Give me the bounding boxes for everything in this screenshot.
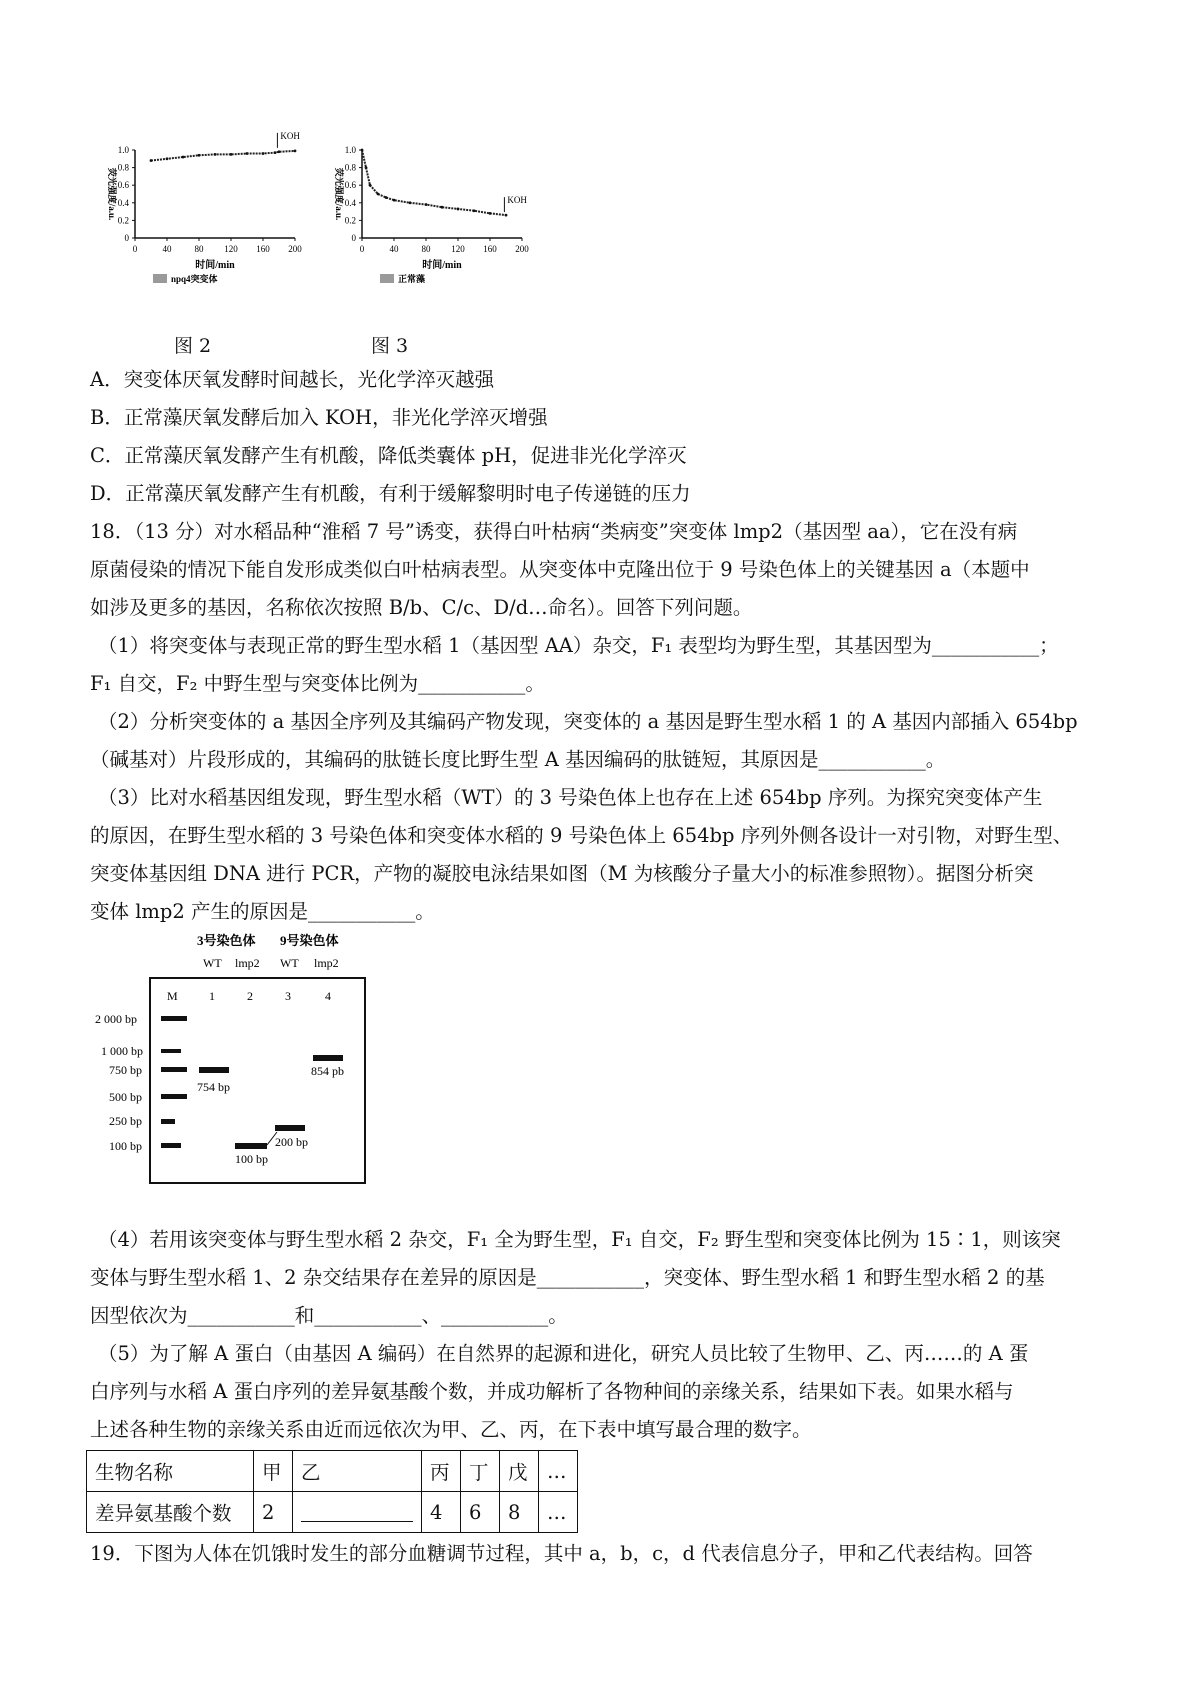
data-point xyxy=(182,156,185,159)
gel-figure xyxy=(95,925,405,1200)
q18-part5-c: 上述各种生物的亲缘关系由近而远依次为甲、乙、丙，在下表中填写最合理的数字。 xyxy=(90,1418,812,1441)
data-point xyxy=(150,159,153,162)
figure-3-caption: 图 3 xyxy=(371,335,409,357)
data-point xyxy=(246,152,249,155)
table-cell: 6 xyxy=(461,1492,500,1533)
option-a: A．突变体厌氧发酵时间越长，光化学淬灭越强 xyxy=(90,368,495,391)
lane4-band xyxy=(313,1055,343,1061)
gel-marker-500: 500 bp xyxy=(109,1090,142,1104)
x-tick-label: 80 xyxy=(194,244,204,254)
table-cell: … xyxy=(539,1492,578,1533)
gel-lmp2-label-2: lmp2 xyxy=(314,956,339,970)
marker-band-100 xyxy=(161,1143,181,1148)
x-tick-label: 160 xyxy=(483,244,497,254)
data-point xyxy=(262,152,265,155)
q18-intro-1: 18．（13 分）对水稻品种“淮稻 7 号”诱变，获得白叶枯病“类病变”突变体 lmp2（基因型 aa），它在没有病 xyxy=(90,520,1018,543)
gel-lane-3: 3 xyxy=(285,989,291,1003)
table-cell: 戊 xyxy=(500,1451,539,1492)
option-d: D．正常藻厌氧发酵产生有机酸，有利于缓解黎明时电子传递链的压力 xyxy=(90,482,691,505)
data-point xyxy=(385,196,388,199)
gel-lane-1: 1 xyxy=(209,989,215,1003)
y-tick-label: 0.4 xyxy=(344,197,356,208)
y-tick-label: 0.2 xyxy=(344,215,356,226)
table-cell: 差异氨基酸个数 xyxy=(87,1492,254,1533)
data-point xyxy=(274,151,277,154)
koh-label: KOH xyxy=(280,130,300,141)
legend-swatch xyxy=(380,274,394,283)
data-point xyxy=(425,203,428,206)
x-tick-label: 120 xyxy=(451,244,465,254)
gel-chr9-label: 9号染色体 xyxy=(280,933,339,948)
x-tick-label: 200 xyxy=(515,244,529,254)
y-tick-label: 0.8 xyxy=(344,162,356,173)
x-tick-label: 160 xyxy=(256,244,270,254)
q18-part2-b: （碱基对）片段形成的，其编码的肽链长度比野生型 A 基因编码的肽链短，其原因是___________。 xyxy=(90,748,946,771)
gel-marker-250: 250 bp xyxy=(109,1114,142,1128)
table-cell: … xyxy=(539,1451,578,1492)
y-tick-label: 0.6 xyxy=(344,180,356,191)
table-row xyxy=(87,1451,578,1492)
marker-band-2000 xyxy=(161,1016,187,1021)
x-tick-label: 40 xyxy=(162,244,172,254)
gel-chr3-label: 3号染色体 xyxy=(197,933,256,948)
y-tick-label: 0.6 xyxy=(117,180,129,191)
lane2-band xyxy=(235,1143,267,1149)
q18-part1-b: F₁ 自交，F₂ 中野生型与突变体比例为___________。 xyxy=(90,672,545,695)
lane1-band xyxy=(199,1067,229,1073)
table-cell: 乙 xyxy=(293,1451,422,1492)
figure-3-plot xyxy=(322,140,562,320)
option-c: C．正常藻厌氧发酵产生有机酸，降低类囊体 pH，促进非光化学淬灭 xyxy=(90,444,687,467)
figure-2-plot xyxy=(95,130,335,320)
gel-lane-m: M xyxy=(167,989,178,1003)
y-tick-label: 0.2 xyxy=(117,215,129,226)
x-axis-label: 时间/min xyxy=(195,260,235,271)
data-point xyxy=(214,153,217,156)
data-point xyxy=(361,149,364,152)
data-point xyxy=(369,184,372,187)
q18-intro-2: 原菌侵染的情况下能自发形成类似白叶枯病表型。从突变体中克隆出位于 9 号染色体上的关键基因 a（本题中 xyxy=(90,558,1030,581)
gel-wt-label-1: WT xyxy=(203,956,222,970)
x-axis-label: 时间/min xyxy=(422,260,462,271)
table-cell: 8 xyxy=(500,1492,539,1533)
data-point xyxy=(230,153,233,156)
q18-part3-c: 突变体基因组 DNA 进行 PCR，产物的凝胶电泳结果如图（M 为核酸分子量大小的标准参照物）。据图分析突 xyxy=(90,862,1034,885)
data-point xyxy=(393,199,396,202)
table-cell: 丙 xyxy=(422,1451,461,1492)
q18-part2-a: （2）分析突变体的 a 基因全序列及其编码产物发现，突变体的 a 基因是野生型水稻 1 的 A 基因内部插入 654bp xyxy=(98,710,1078,733)
y-tick-label: 1.0 xyxy=(117,145,129,155)
gel-marker-2000: 2 000 bp xyxy=(95,1012,137,1026)
x-tick-label: 0 xyxy=(359,244,365,254)
y-tick-label: 0 xyxy=(124,233,129,243)
series-trace xyxy=(362,150,506,215)
answer-blank-cell[interactable] xyxy=(293,1492,422,1533)
table-cell: 丁 xyxy=(461,1451,500,1492)
legend-swatch xyxy=(153,274,167,283)
y-axis-label: 荧光强度/a.u. xyxy=(334,167,344,221)
q18-part4-c: 因型依次为___________和___________、___________。 xyxy=(90,1304,568,1327)
q18-part3-a: （3）比对水稻基因组发现，野生型水稻（WT）的 3 号染色体上也存在上述 654bp 序列。为探究突变体产生 xyxy=(98,786,1043,809)
data-point xyxy=(441,206,444,209)
y-axis-label: 荧光强度/a.u. xyxy=(107,167,117,221)
figure-2 xyxy=(95,130,335,320)
table-cell: 甲 xyxy=(254,1451,293,1492)
gel-marker-750: 750 bp xyxy=(109,1063,142,1077)
q18-part3-b: 的原因，在野生型水稻的 3 号染色体和突变体水稻的 9 号染色体上 654bp 序列外侧各设计一对引物，对野生型、 xyxy=(90,824,1073,847)
x-tick-label: 0 xyxy=(132,244,138,254)
data-point xyxy=(377,193,380,196)
gel-lane-4: 4 xyxy=(325,989,331,1003)
data-point xyxy=(198,154,201,157)
q18-part3-d: 变体 lmp2 产生的原因是___________。 xyxy=(90,900,435,923)
gel-lmp2-label-1: lmp2 xyxy=(235,956,260,970)
data-point xyxy=(457,208,460,211)
x-tick-label: 120 xyxy=(224,244,238,254)
legend-label: 正常藻 xyxy=(398,274,426,284)
table-cell: 生物名称 xyxy=(87,1451,254,1492)
q18-part5-a: （5）为了解 A 蛋白（由基因 A 编码）在自然界的起源和进化，研究人员比较了生物甲、乙、丙……的 A 蛋 xyxy=(98,1342,1029,1365)
data-point xyxy=(294,149,297,152)
gel-lane-2: 2 xyxy=(247,989,253,1003)
q18-part5-b: 白序列与水稻 A 蛋白序列的差异氨基酸个数，并成功解析了各物种间的亲缘关系，结果如下表。如果水稻与 xyxy=(90,1380,1014,1403)
data-point xyxy=(505,214,508,217)
y-tick-label: 0.4 xyxy=(117,197,129,208)
x-tick-label: 200 xyxy=(288,244,302,254)
lane1-band-label: 754 bp xyxy=(197,1080,230,1094)
x-tick-label: 40 xyxy=(389,244,399,254)
lane3-band xyxy=(275,1125,305,1131)
gel-marker-100: 100 bp xyxy=(109,1139,142,1153)
q18-intro-3: 如涉及更多的基因，名称依次按照 B/b、C/c、D/d…命名）。回答下列问题。 xyxy=(90,596,753,619)
gel-svg xyxy=(95,925,405,1200)
data-point xyxy=(489,212,492,215)
lane3-band-label: 200 bp xyxy=(275,1135,308,1149)
data-point xyxy=(409,201,412,204)
legend-label: npq4突变体 xyxy=(171,274,218,284)
q18-part1-a: （1）将突变体与表现正常的野生型水稻 1（基因型 AA）杂交，F₁ 表型均为野生型，其基因型为___________； xyxy=(98,634,1059,657)
gel-marker-1000: 1 000 bp xyxy=(101,1044,143,1058)
table-cell: 4 xyxy=(422,1492,461,1533)
data-point xyxy=(166,157,169,160)
marker-band-500 xyxy=(161,1094,187,1099)
y-tick-label: 0 xyxy=(351,233,356,243)
table-cell: 2 xyxy=(254,1492,293,1533)
data-point xyxy=(473,209,476,212)
marker-band-1000 xyxy=(161,1049,181,1053)
y-tick-label: 1.0 xyxy=(344,145,356,155)
amino-acid-table xyxy=(86,1450,578,1533)
lane2-band-label: 100 bp xyxy=(235,1152,268,1166)
x-tick-label: 80 xyxy=(421,244,431,254)
q18-part4-a: （4）若用该突变体与野生型水稻 2 杂交，F₁ 全为野生型，F₁ 自交，F₂ 野生型和突变体比例为 15∶1，则该突 xyxy=(98,1228,1061,1251)
q18-part4-b: 变体与野生型水稻 1、2 杂交结果存在差异的原因是___________，突变体、野生型水稻 1 和野生型水稻 2 的基 xyxy=(90,1266,1045,1289)
marker-band-250 xyxy=(161,1119,175,1124)
y-tick-label: 0.8 xyxy=(117,162,129,173)
table-row xyxy=(87,1492,578,1533)
lane4-band-label: 854 pb xyxy=(311,1064,344,1078)
marker-band-750 xyxy=(161,1067,187,1072)
data-point xyxy=(365,166,368,169)
answer-blank[interactable] xyxy=(301,1501,413,1522)
koh-label: KOH xyxy=(507,195,527,206)
figure-3 xyxy=(322,140,562,320)
gel-wt-label-2: WT xyxy=(280,956,299,970)
data-point xyxy=(278,150,281,153)
option-b: B．正常藻厌氧发酵后加入 KOH，非光化学淬灭增强 xyxy=(90,406,548,429)
series-trace xyxy=(151,151,295,161)
q19-intro: 19．下图为人体在饥饿时发生的部分血糖调节过程，其中 a，b，c，d 代表信息分子，甲和乙代表结构。回答 xyxy=(90,1542,1033,1565)
figure-2-caption: 图 2 xyxy=(174,335,212,357)
